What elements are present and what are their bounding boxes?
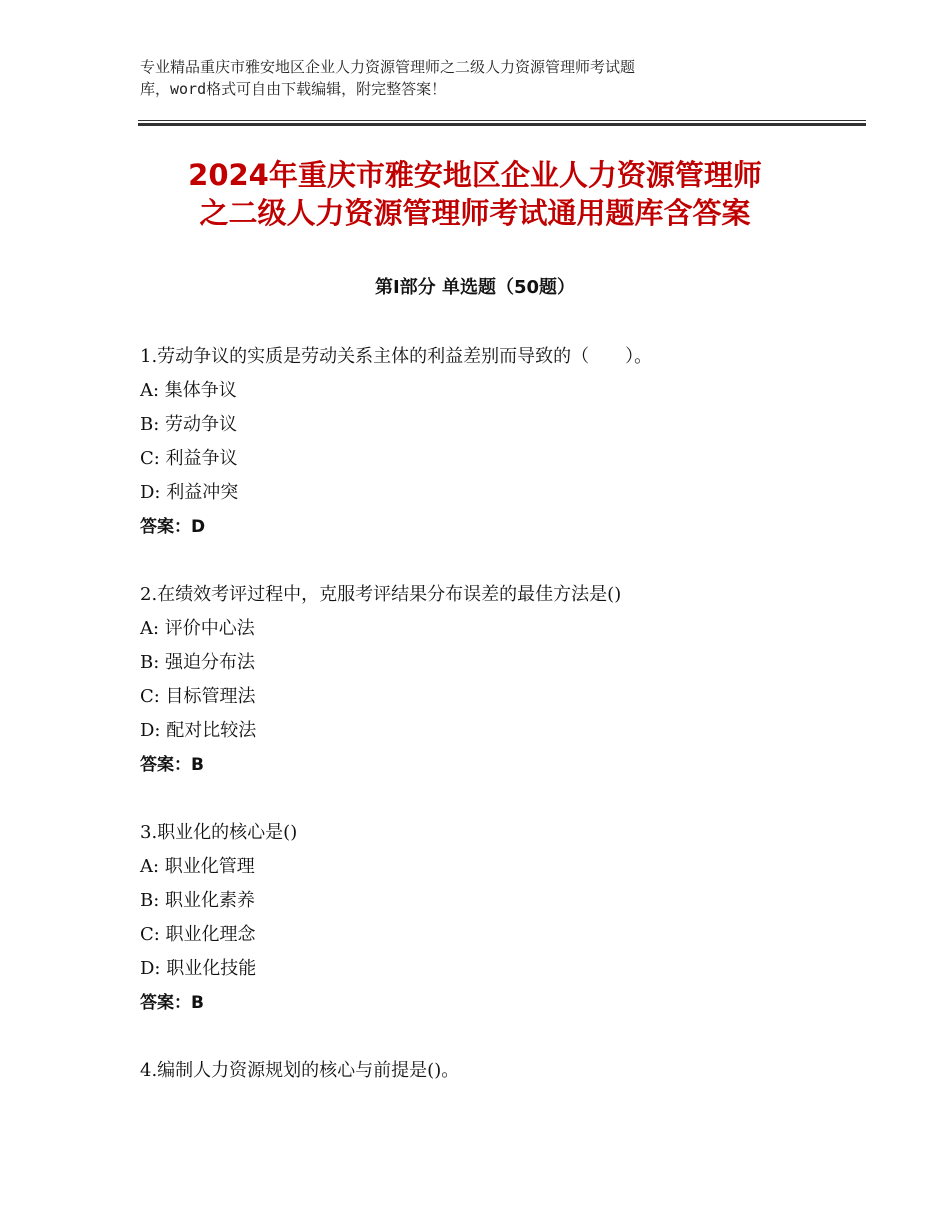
option-b: B: 职业化素养: [140, 890, 256, 911]
question-3: [140, 816, 860, 1020]
question-list: [140, 340, 860, 1088]
header-note-line-1: 专业精品重庆市雅安地区企业人力资源管理师之二级人力资源管理师考试题: [140, 58, 636, 76]
question-stem: 1.劳动争议的实质是劳动关系主体的利益差别而导致的（ ）。: [140, 346, 653, 367]
header-note-line-2: 库，word格式可自由下载编辑，附完整答案！: [140, 80, 447, 98]
option-b: B: 强迫分布法: [140, 652, 256, 673]
option-d: D: 职业化技能: [140, 958, 257, 979]
question-1: [140, 340, 860, 544]
option-c: C: 目标管理法: [140, 686, 256, 707]
section-heading: 第Ⅰ部分 单选题（50题）: [374, 277, 575, 298]
answer-line: 答案：D: [140, 517, 206, 537]
document-title-line-1: 2024年重庆市雅安地区企业人力资源管理师: [188, 158, 762, 192]
document-title-line-2: 之二级人力资源管理师考试通用题库含答案: [199, 196, 751, 230]
option-d: D: 配对比较法: [140, 720, 257, 741]
answer-line: 答案：B: [140, 755, 204, 775]
option-b: B: 劳动争议: [140, 414, 238, 435]
question-2: [140, 578, 860, 782]
option-c: C: 利益争议: [140, 448, 238, 469]
option-a: A: 评价中心法: [140, 618, 255, 639]
answer-line: 答案：B: [140, 993, 204, 1013]
header-note: [140, 56, 860, 100]
option-a: A: 集体争议: [140, 380, 237, 401]
header-divider-top: [138, 120, 866, 121]
question-4: [140, 1054, 860, 1088]
question-spacer: [140, 782, 860, 816]
question-spacer: [140, 1020, 860, 1054]
option-c: C: 职业化理念: [140, 924, 256, 945]
option-a: A: 职业化管理: [140, 856, 255, 877]
document-title: [120, 156, 830, 232]
option-d: D: 利益冲突: [140, 482, 239, 503]
question-stem: 3.职业化的核心是(): [140, 822, 298, 843]
question-stem: 4.编制人力资源规划的核心与前提是()。: [140, 1060, 460, 1081]
question-spacer: [140, 544, 860, 578]
header-divider-bottom: [138, 123, 866, 126]
question-stem: 2.在绩效考评过程中，克服考评结果分布误差的最佳方法是(): [140, 584, 622, 605]
